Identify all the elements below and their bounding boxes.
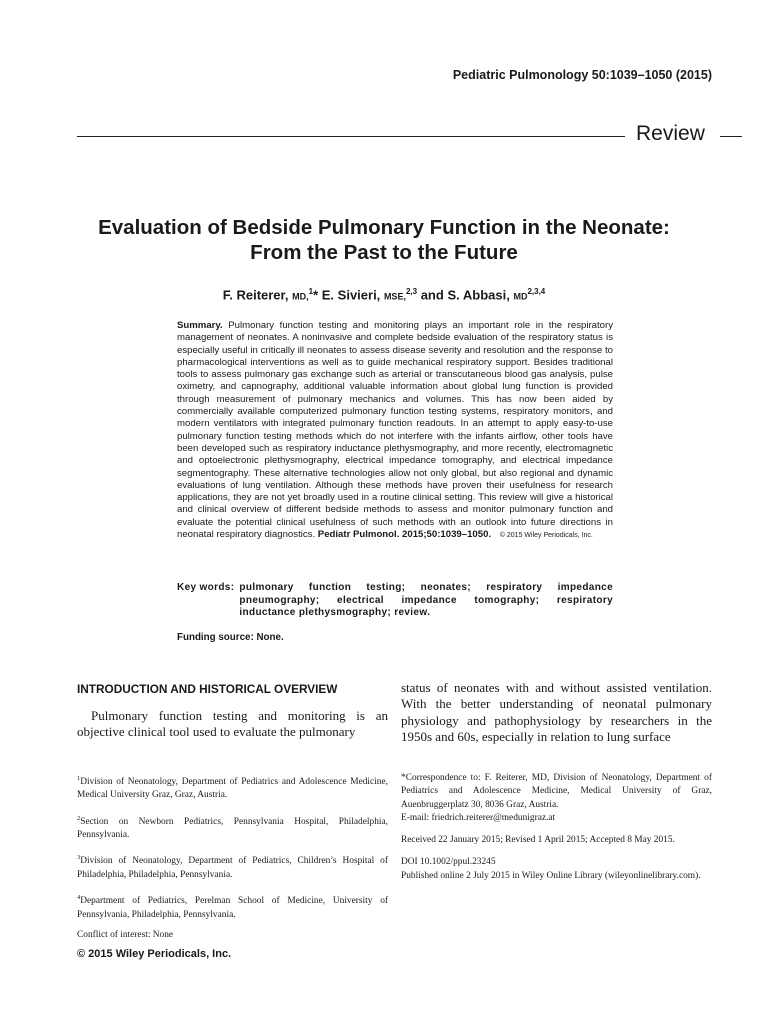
publication-info bbox=[401, 856, 712, 883]
conflict-of-interest: Conflict of interest: None bbox=[77, 930, 174, 940]
abstract-copyright: © 2015 Wiley Periodicals, Inc. bbox=[499, 532, 593, 540]
journal-citation: Pediatric Pulmonology 50:1039–1050 (2015) bbox=[452, 68, 712, 82]
article-title bbox=[40, 215, 728, 265]
correspondence-block bbox=[401, 772, 712, 892]
left-column bbox=[77, 682, 388, 741]
correspondence-info bbox=[401, 772, 712, 825]
affiliation-number: 3 bbox=[77, 854, 81, 862]
section-heading: INTRODUCTION AND HISTORICAL OVERVIEW bbox=[77, 682, 338, 696]
affiliation-text: Division of Neonatology, Department of Pediatrics, Children’s Hospital of Philadelphia, Philadelphia, Pennsylvania. bbox=[77, 856, 388, 880]
abstract-label: Summary. bbox=[177, 320, 223, 331]
affiliation-text: Division of Neonatology, Department of Pediatrics and Adolescence Medicine, Medical University Graz, Graz, Austria. bbox=[77, 777, 388, 801]
affiliation-number: 4 bbox=[77, 894, 81, 902]
keywords-label: Key words: bbox=[177, 582, 235, 593]
affiliation-number: 2 bbox=[77, 814, 81, 822]
article-dates: Received 22 January 2015; Revised 1 April 2015; Accepted 8 May 2015. bbox=[401, 835, 675, 846]
affiliation-text: Department of Pediatrics, Perelman School of Medicine, University of Pennsylvania, Philadelphia, Pennsylvania. bbox=[77, 896, 388, 920]
affiliation-number: 1 bbox=[77, 775, 81, 782]
abstract-citation: Pediatr Pulmonol. 2015;50:1039–1050. bbox=[317, 529, 492, 541]
author-affiliation-mark: 2,3 bbox=[405, 287, 418, 296]
affiliation-text: Section on Newborn Pediatrics, Pennsylvania Hospital, Philadelphia, Pennsylvania. bbox=[77, 816, 388, 841]
doi-link[interactable]: DOI 10.1002/ppul.23245 bbox=[401, 857, 496, 868]
affiliations bbox=[77, 772, 388, 931]
affiliation-item bbox=[77, 772, 388, 803]
affiliation-item bbox=[77, 851, 388, 882]
section-type-label: Review bbox=[636, 122, 705, 145]
correspondence-address: *Correspondence to: F. Reiterer, MD, Division of Neonatology, Department of Pediatrics and Adolescence Medicine, Medical University of Graz, Auenbruggerplatz 30, 8036 Graz, Austria. bbox=[401, 773, 712, 810]
author-name: F. Reiterer, bbox=[222, 287, 289, 303]
online-publication: Published online 2 July 2015 in Wiley Online Library (wileyonlinelibrary.com). bbox=[401, 870, 701, 881]
header-rule-end bbox=[720, 136, 742, 137]
author-name: S. Abbasi, bbox=[447, 287, 510, 303]
body-paragraph: Pulmonary function testing and monitoring is an objective clinical tool used to evaluate the pulmonary bbox=[77, 708, 388, 740]
author-affiliation-mark: 2,3,4 bbox=[527, 287, 546, 296]
right-column bbox=[401, 680, 712, 745]
keywords bbox=[177, 582, 613, 620]
author-credential: MD, bbox=[292, 291, 309, 302]
abstract-text: Pulmonary function testing and monitoring plays an important role in the respiratory management of neonates. A noninvasive and complete bedside evaluation of the respiratory status is especially useful in critically ill neonates to assess disease severity and resolution and the response to pharmacological interventions as well as to guide mechanical respiratory support. Besides traditional tools to assess pulmonary gas exchange such as arterial or transcutaneous blood gas analysis, pulse oximetry, and capnography, additional valuable information about global lung function is provided through measurement of pulmonary mechanics and volumes. This has now been aided by commercially available computerized pulmonary function testing systems, respiratory monitors, and modern ventilators with integrated pulmonary function readouts. In an attempt to apply easy-to-use pulmonary function testing methods which do not interfere with the infants airflow, other tools have been developed such as respiratory inductance plethysmography, and more recently, electromagnetic and optoelectronic plethysmography, electrical impedance tomography, and electrical impedance segmentography. These alternative technologies allow not only global, but also regional and dynamic evaluations of lung ventilation. Although these methods have proven their usefulness for research applications, they are not yet broadly used in a routine clinical setting. This review will give a historical and clinical overview of different bedside methods to assess and monitor pulmonary function and evaluate the potential clinical usefulness of such methods with an outlook into future directions in neonatal respiratory diagnostics. bbox=[177, 320, 613, 541]
author-credential: MD bbox=[513, 291, 528, 302]
body-paragraph: status of neonates with and without assisted ventilation. With the better understanding of neonatal pulmonary physiology and pathophysiology by researchers in the 1950s and 60s, especially in relation to lung surface bbox=[401, 680, 712, 744]
affiliation-item bbox=[77, 812, 388, 843]
title-line-2: From the Past to the Future bbox=[250, 241, 518, 264]
keywords-text: pulmonary function testing; neonates; respiratory impedance pneumography; electrical impedance tomography; respiratory inductance plethysmography; review. bbox=[239, 582, 613, 618]
author-name: E. Sivieri, bbox=[321, 287, 381, 303]
abstract bbox=[177, 320, 613, 542]
author-credential: MSE, bbox=[383, 291, 406, 302]
author-connector: and bbox=[420, 287, 444, 303]
author-list bbox=[40, 287, 728, 302]
funding-source: Funding source: None. bbox=[177, 632, 284, 643]
corresponding-author-mark: * bbox=[313, 287, 319, 303]
header-rule bbox=[77, 136, 625, 137]
publisher-copyright: © 2015 Wiley Periodicals, Inc. bbox=[77, 948, 232, 960]
affiliation-item bbox=[77, 891, 388, 922]
title-line-1: Evaluation of Bedside Pulmonary Function in the Neonate: bbox=[98, 216, 670, 239]
correspondence-email[interactable]: E-mail: friedrich.reiterer@medunigraz.at bbox=[401, 812, 556, 823]
author-affiliation-mark: 1 bbox=[308, 287, 314, 296]
